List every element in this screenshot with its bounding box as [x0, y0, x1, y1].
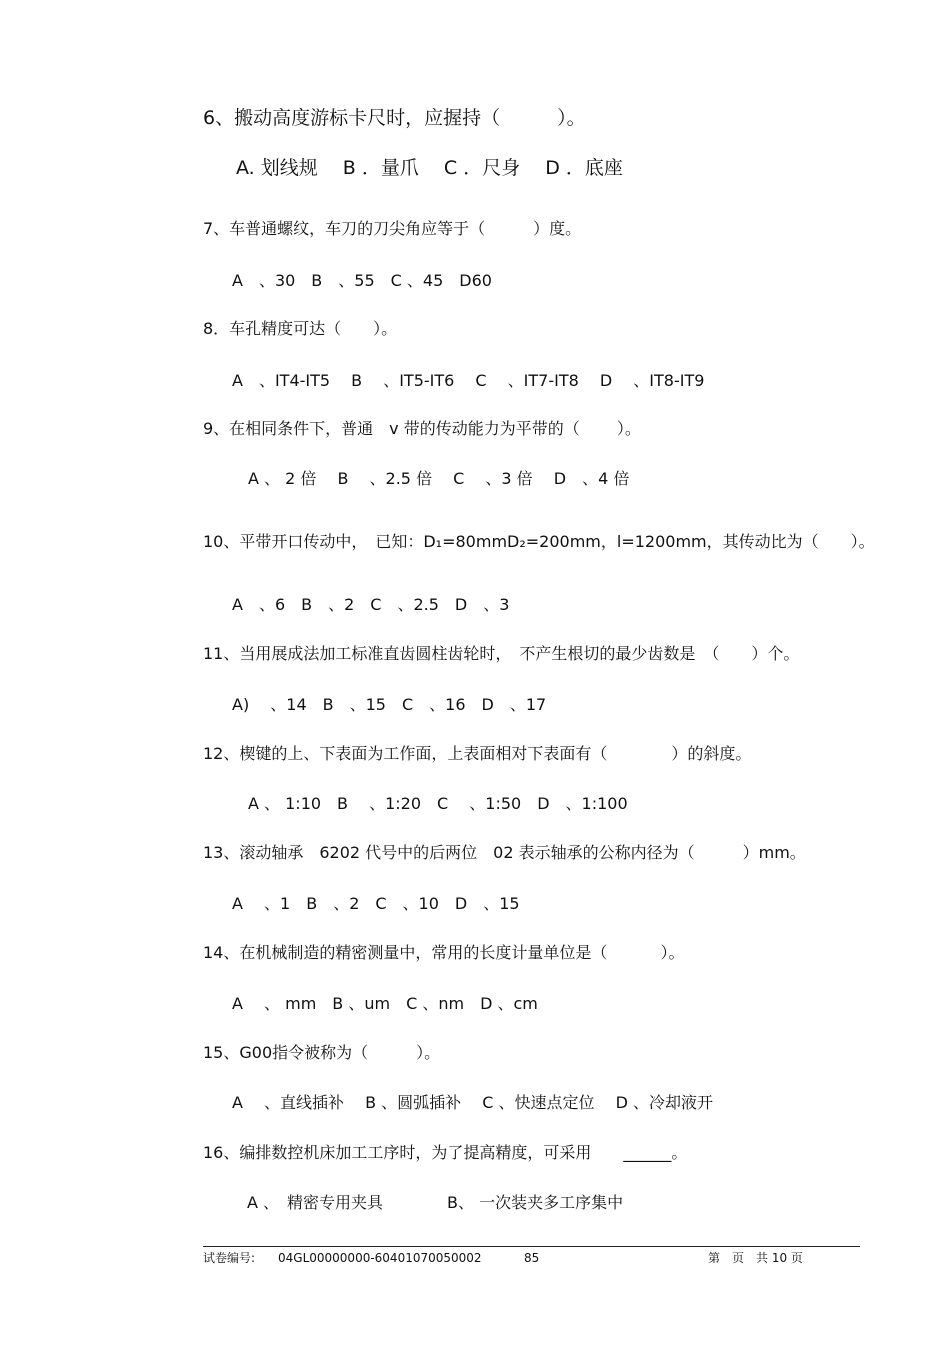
question-options: A 、 1:10 B 、1:20 C 、1:50 D 、1:100 — [232, 794, 628, 813]
question-text: 13、滚动轴承 6202 代号中的后两位 02 表示轴承的公称内径为（ ）mm。 — [203, 843, 806, 862]
question-text: 15、G00指令被称为（ ）。 — [203, 1043, 441, 1062]
question-options: A. 划线规 B ．量爪 C ．尺身 D ．底座 — [236, 157, 623, 179]
question-options: A 、 精密专用夹具 B、 一次装夹多工序集中 — [247, 1193, 624, 1212]
footer-page-info: 第 页 共 10 页 — [708, 1251, 803, 1265]
footer-number: 85 — [524, 1251, 540, 1265]
question-text: 6、搬动高度游标卡尺时，应握持（ ）。 — [203, 107, 586, 129]
question-options: A 、 2 倍 B 、2.5 倍 C 、3 倍 D 、4 倍 — [232, 469, 630, 488]
footer-divider — [203, 1246, 860, 1247]
question-options: A 、30 B 、55 C 、45 D60 — [232, 271, 492, 290]
question-text: 10、平带开口传动中， 已知：D₁=80mmD₂=200mm，l=1200mm，其传动比为（ ）。 — [203, 532, 875, 551]
question-text: 8．车孔精度可达（ ）。 — [203, 319, 398, 338]
question-options: A 、1 B 、2 C 、10 D 、15 — [232, 894, 520, 913]
question-text: 9、在相同条件下，普通 v 带的传动能力为平带的（ ）。 — [203, 419, 641, 438]
question-options: A 、IT4-IT5 B 、IT5-IT6 C 、IT7-IT8 D 、IT8-IT9 — [232, 371, 705, 390]
question-options: A 、6 B 、2 C 、2.5 D 、3 — [232, 595, 510, 614]
question-options: A 、直线插补 B 、圆弧插补 C 、快速点定位 D 、冷却液开 — [232, 1093, 714, 1112]
question-text: 7、车普通螺纹，车刀的刀尖角应等于（ ）度。 — [203, 219, 582, 238]
question-text: 12、楔键的上、下表面为工作面，上表面相对下表面有（ ）的斜度。 — [203, 744, 752, 763]
footer-exam-code: 04GL00000000-60401070050002 — [278, 1251, 482, 1265]
question-options: A 、 mm B 、um C 、nm D 、cm — [232, 994, 538, 1013]
question-text: 11、当用展成法加工标准直齿圆柱齿轮时， 不产生根切的最少齿数是 （ ）个。 — [203, 644, 800, 663]
question-options: A) 、14 B 、15 C 、16 D 、17 — [232, 695, 547, 714]
footer-label: 试卷编号: — [203, 1251, 256, 1265]
question-text: 16、编排数控机床加工工序时，为了提高精度，可采用 ______。 — [203, 1143, 688, 1162]
question-text: 14、在机械制造的精密测量中，常用的长度计量单位是（ ）。 — [203, 943, 685, 962]
